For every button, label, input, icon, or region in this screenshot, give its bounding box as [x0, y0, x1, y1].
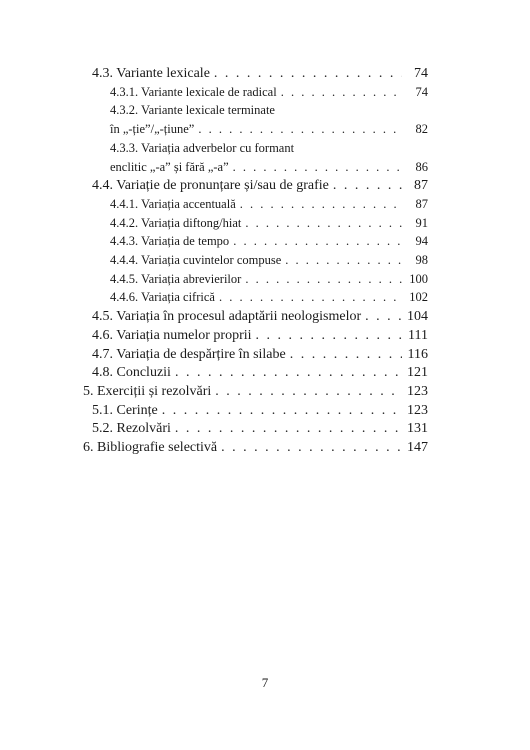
toc-entry-page: 98: [415, 253, 428, 267]
dot-leader: [215, 384, 402, 400]
toc-entry-page: 102: [409, 290, 428, 305]
toc-entry-text: 5.2. Rezolvări: [92, 421, 171, 437]
toc-entry-page: 121: [407, 365, 428, 381]
toc-entry: [110, 160, 428, 175]
toc-entry: [92, 365, 428, 381]
dot-leader: [365, 309, 402, 325]
toc-entry-page: 87: [414, 178, 428, 194]
toc-entry-page: 111: [408, 327, 428, 343]
toc-entry: [92, 421, 428, 437]
toc-entry: [92, 66, 428, 82]
toc-entry: [110, 290, 428, 305]
toc-entry-page: 82: [415, 122, 428, 137]
dot-leader: [175, 365, 402, 381]
toc-entry-text: 4.8. Concluzii: [92, 365, 171, 381]
toc-entry-text: 4.4.3. Variația de tempo: [110, 234, 230, 249]
dot-leader: [233, 234, 402, 249]
toc-entry-page: 116: [407, 346, 428, 362]
toc-entry: [110, 197, 428, 212]
toc-entry-page: 104: [407, 309, 428, 325]
toc-entry-page: 94: [415, 234, 428, 249]
toc-entry-page: 123: [407, 383, 428, 399]
toc-entry-text: 5.1. Cerințe: [92, 402, 158, 418]
toc-entry: [110, 122, 428, 137]
toc-entry-text: 4.4. Variație de pronunțare și/sau de grafie: [92, 178, 329, 194]
dot-leader: [333, 178, 402, 194]
dot-leader: [256, 328, 402, 344]
toc-entry: [110, 85, 428, 100]
toc-entry: [83, 440, 428, 456]
toc-entry-text: 4.4.6. Variația cifrică: [110, 290, 215, 305]
dot-leader: [175, 421, 402, 437]
toc-entry-text: 4.4.4. Variația cuvintelor compuse: [110, 253, 282, 267]
toc-entry: [110, 216, 428, 231]
dot-leader: [285, 253, 402, 268]
toc-entry-page: 91: [415, 215, 428, 230]
toc-entry: [110, 272, 428, 287]
dot-leader: [219, 290, 402, 305]
dot-leader: [245, 272, 402, 287]
toc-entry-text: 4.6. Variația numelor proprii: [92, 327, 252, 343]
dot-leader: [221, 440, 402, 456]
dot-leader: [233, 160, 402, 175]
toc-entry: [92, 403, 428, 419]
dot-leader: [240, 197, 402, 212]
toc-entry: [92, 347, 428, 363]
dot-leader: [198, 122, 402, 137]
toc-entry-page: 147: [407, 440, 428, 455]
toc-entry-page: 74: [415, 84, 428, 99]
dot-leader: [162, 403, 402, 419]
toc-entry: [92, 309, 428, 325]
toc-entry: [92, 178, 428, 194]
dot-leader: [245, 216, 402, 231]
toc-entry: [110, 234, 428, 249]
toc-entry-page: 86: [415, 159, 428, 174]
toc-entry-text: 4.3.2. Variante lexicale terminate: [110, 103, 275, 118]
toc-entry-page: 131: [407, 421, 428, 437]
toc-entry-text: enclitic „-a” și fără „-a”: [110, 159, 229, 174]
toc-entry: [110, 253, 428, 268]
toc-entry-page: 87: [415, 196, 428, 211]
dot-leader: [290, 347, 402, 363]
page-number: 7: [261, 675, 269, 690]
toc-entry-text: 4.5. Variația în procesul adaptării neologismelor: [92, 309, 362, 325]
toc-entry-text: 4.7. Variația de despărțire în silabe: [92, 346, 286, 362]
toc-entry-text: 4.4.1. Variația accentuală: [110, 196, 236, 211]
toc-entry: [92, 328, 428, 344]
toc-entry-text: 6. Bibliografie selectivă: [83, 440, 218, 455]
toc-entry-page: 123: [407, 402, 428, 418]
toc-entry-text: 4.4.5. Variația abrevierilor: [110, 271, 242, 286]
toc-entry-text: 5. Exerciții și rezolvări: [83, 383, 212, 399]
toc-entry-page: 100: [409, 271, 428, 286]
toc-entry-text: în „-ție”/„-țiune”: [110, 122, 195, 137]
toc-entry-text: 4.3.1. Variante lexicale de radical: [110, 84, 277, 99]
toc-entry-text: 4.4.2. Variația diftong/hiat: [110, 215, 242, 230]
toc-entry: [83, 384, 428, 400]
dot-leader: [281, 85, 402, 100]
toc-entry-text: 4.3. Variante lexicale: [92, 66, 210, 81]
toc-entry-text: 4.3.3. Variația adverbelor cu formant: [110, 140, 295, 155]
toc-entry-page: 74: [414, 66, 428, 81]
dot-leader: [214, 66, 402, 82]
